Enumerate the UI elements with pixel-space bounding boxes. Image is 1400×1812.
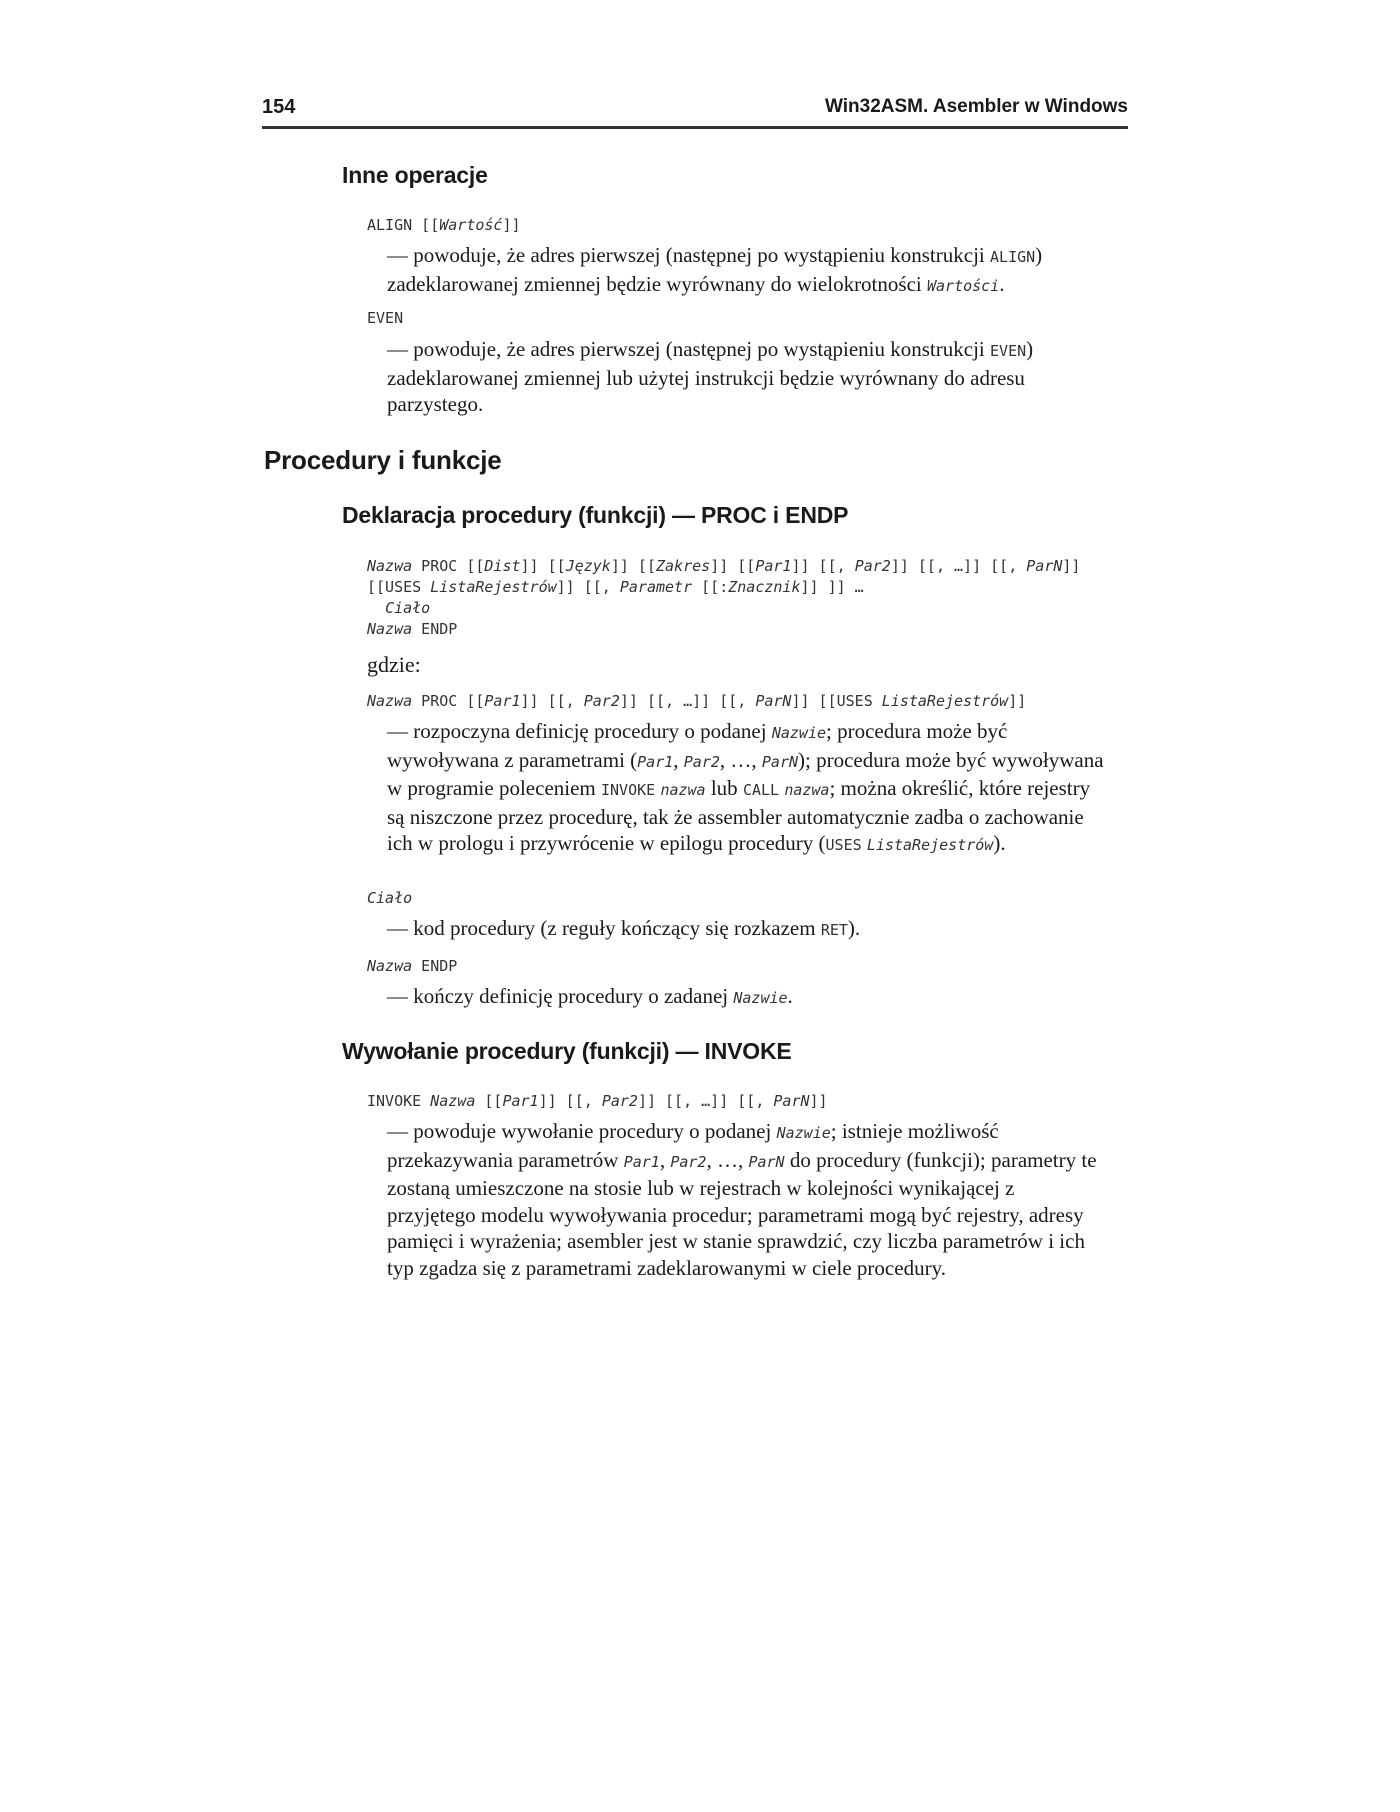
endp-description: — kończy definicję procedury o zadanej Nazwie. [387, 984, 793, 1008]
proc-code-line-3: Ciało [385, 599, 431, 617]
cialo-syntax: Ciało [367, 889, 413, 907]
invoke-description: — powoduje wywołanie procedury o podanej Nazwie; istnieje możliwość przekazywania parametrów Par1, Par2, …, ParN do procedury (funkcji); parametry te zostaną umieszczone na stosie lub w rejestrach w kolejności wynikającej z przyjętego modelu wywoływania procedur; parametrami mogą być rejestry, adresy pamięci i wyrażenia; asembler jest w stanie sprawdzić, czy liczba parametrów i ich typ zgadza się z parametrami zadeklarowanymi w ciele procedury. [387, 1119, 1097, 1280]
align-keyword: ALIGN [367, 216, 413, 234]
invoke-syntax: INVOKE Nazwa [[Par1]] [[, Par2]] [[, …]] [[, ParN]] [367, 1092, 828, 1110]
heading-wywolanie-procedury: Wywołanie procedury (funkcji) — INVOKE [342, 1038, 792, 1064]
proc-code-line-4: Nazwa ENDP [367, 620, 458, 638]
proc-code-block [367, 556, 1080, 640]
proc-code-line-2: [[USES ListaRejestrów]] [[, Parametr [[:Znacznik]] ]] … [367, 578, 864, 596]
proc-definition-syntax: Nazwa PROC [[Par1]] [[, Par2]] [[, …]] [[, ParN]] [[USES ListaRejestrów]] [367, 692, 1027, 710]
running-title: Win32ASM. Asembler w Windows [825, 96, 1128, 117]
heading-procedury-i-funkcje: Procedury i funkcje [264, 445, 502, 475]
even-syntax: EVEN [367, 309, 404, 327]
proc-code-line-1: Nazwa PROC [[Dist]] [[Język]] [[Zakres]] [[Par1]] [[, Par2]] [[, …]] [[, ParN]] [367, 557, 1081, 575]
cialo-description: — kod procedury (z reguły kończący się rozkazem RET). [387, 916, 861, 940]
page-header [262, 96, 1128, 129]
gdzie-label: gdzie: [367, 652, 421, 677]
align-syntax: ALIGN [[Wartość]] [367, 216, 521, 234]
endp-syntax: Nazwa ENDP [367, 957, 458, 975]
align-description: — powoduje, że adres pierwszej (następnej po wystąpieniu konstrukcji ALIGN) zadeklarowanej zmiennej będzie wyrównany do wielokrotności Wartości. [387, 243, 1043, 296]
align-param: Wartość [439, 216, 503, 234]
heading-deklaracja-procedury: Deklaracja procedury (funkcji) — PROC i ENDP [342, 502, 849, 528]
proc-definition-description: — rozpoczyna definicję procedury o podanej Nazwie; procedura może być wywoływana z parametrami (Par1, Par2, …, ParN); procedura może być wywoływana w programie poleceniem INVOKE nazwa lub CALL nazwa; można określić, które rejestry są niszczone przez procedurę, tak że assembler automatycznie zadba o zachowanie ich w prologu i przywrócenie w epilogu procedury (USES ListaRejestrów). [387, 719, 1104, 855]
even-description: — powoduje, że adres pierwszej (następnej po wystąpieniu konstrukcji EVEN) zadeklarowanej zmiennej lub użytej instrukcji będzie wyrównany do adresu parzystego. [387, 337, 1034, 416]
page-number: 154 [262, 96, 296, 118]
heading-inne-operacje: Inne operacje [342, 162, 488, 188]
